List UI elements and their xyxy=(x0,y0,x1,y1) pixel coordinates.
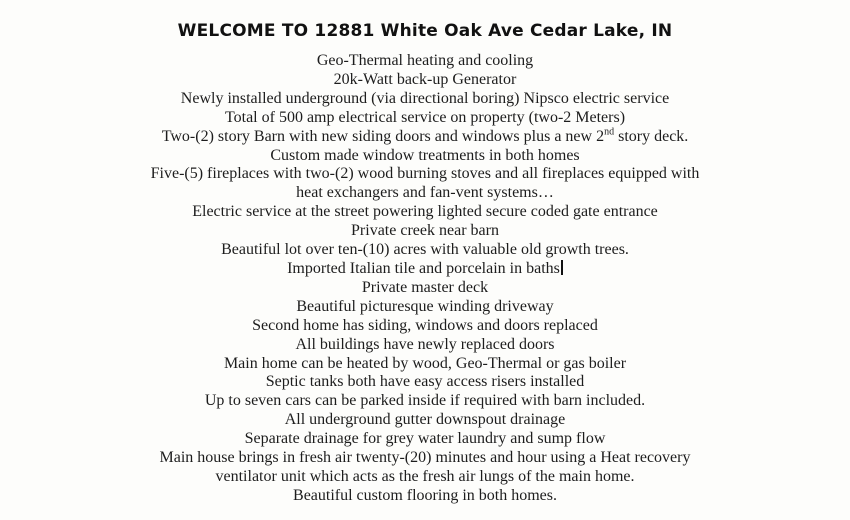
document-line: Private master deck xyxy=(361,278,489,296)
document-line: Electric service at the street powering lighted secure coded gate entrance xyxy=(192,203,658,221)
superscript-ordinal: nd xyxy=(604,126,615,138)
document-line: All underground gutter downspout drainage xyxy=(284,411,566,429)
document-line: Beautiful custom flooring in both homes. xyxy=(293,486,557,504)
document-line: 20k-Watt back-up Generator xyxy=(333,70,517,88)
document-line-with-caret xyxy=(0,260,850,279)
document-line: Main home can be heated by wood, Geo-Thermal or gas boiler xyxy=(223,354,627,372)
document-line: Septic tanks both have easy access risers installed xyxy=(265,373,585,391)
document-line: Separate drainage for grey water laundry and sump flow xyxy=(244,430,606,448)
document-title: WELCOME TO 12881 White Oak Ave Cedar Lake, IN xyxy=(177,21,673,41)
document-line: Total of 500 amp electrical service on property (two-2 Meters) xyxy=(224,108,626,126)
document-line: Beautiful lot over ten-(10) acres with valuable old growth trees. xyxy=(221,241,629,259)
document-line: Up to seven cars can be parked inside if required with barn included. xyxy=(204,392,646,410)
line-text: Imported Italian tile and porcelain in baths xyxy=(287,259,560,277)
document-line: Five-(5) fireplaces with two-(2) wood burning stoves and all fireplaces equipped with xyxy=(150,165,700,183)
document-line-superscript xyxy=(0,128,850,147)
text-insertion-caret xyxy=(561,260,563,275)
document-line: Geo-Thermal heating and cooling xyxy=(316,52,534,69)
document-line: heat exchangers and fan-vent systems… xyxy=(296,184,554,202)
document-line: Private creek near barn xyxy=(351,222,499,240)
document-line: Second home has siding, windows and doors replaced xyxy=(252,316,598,334)
document-line: Main house brings in fresh air twenty-(20) minutes and hour using a Heat recovery xyxy=(159,449,691,467)
line-text: story deck. xyxy=(614,127,689,145)
document-line: ventilator unit which acts as the fresh air lungs of the main home. xyxy=(215,467,635,485)
line-text: Two-(2) story Barn with new siding doors and windows plus a new 2 xyxy=(161,127,605,145)
document-body xyxy=(0,52,850,506)
document-line: Newly installed underground (via directional boring) Nipsco electric service xyxy=(180,89,670,107)
document-line: All buildings have newly replaced doors xyxy=(295,335,555,353)
document-line: Custom made window treatments in both homes xyxy=(270,146,580,164)
document-line: Beautiful picturesque winding driveway xyxy=(296,297,554,315)
